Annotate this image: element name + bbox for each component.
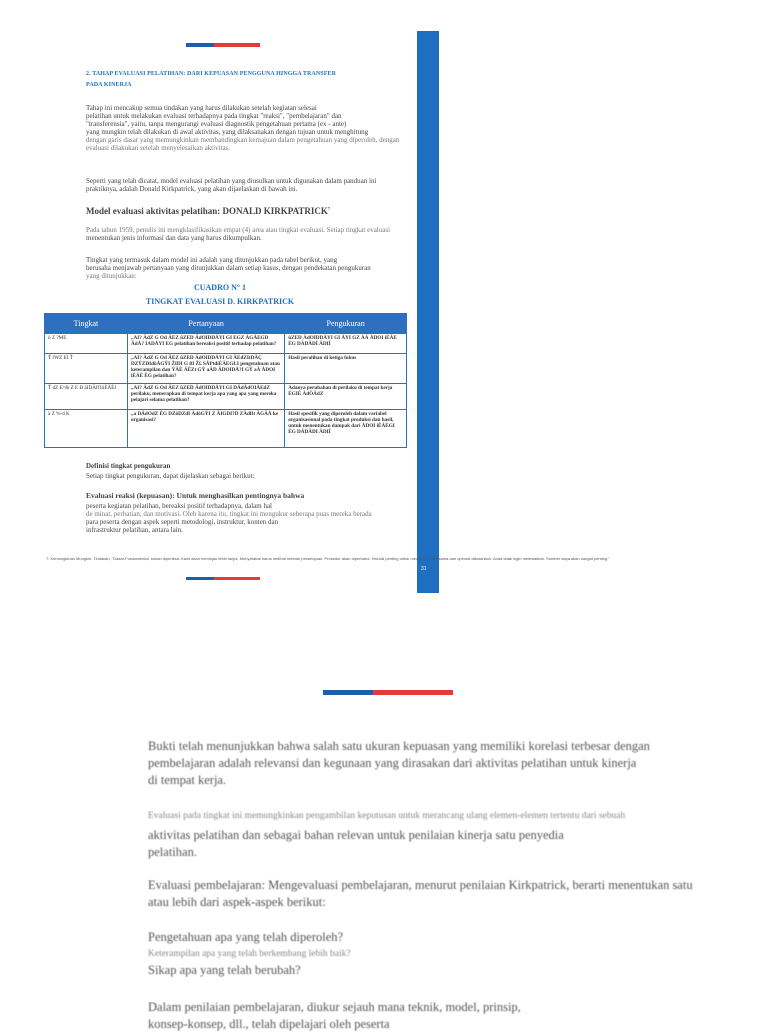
- accent-bar-blue: [323, 690, 373, 695]
- table-cell: „AI? ÄdZ G Od ÄEZ ûZED ÄdOIDDÅYI GI EGZ ÄGÅEGD ÄdÅ? IADÅYI EG pelatihan bereaksi positif terhadap pelatihan?: [127, 334, 284, 354]
- page2-paragraph-4: Dalam penilaian pembelajaran, diukur sejauh mana teknik, model, prinsip,: [148, 1000, 521, 1014]
- text-line: peserta kegiatan pelatihan, bereaksi positif terhadapnya, dalam hal: [86, 502, 273, 510]
- table-title: CUADRO N° 1: [193, 283, 247, 292]
- levels-paragraph: [86, 256, 416, 280]
- page2-paragraph-2: [148, 827, 748, 861]
- table-row: [45, 354, 407, 384]
- table-row: [45, 334, 407, 354]
- question-knowledge: Pengetahuan apa yang telah diperoleh?: [148, 930, 344, 944]
- table-row: [45, 384, 407, 410]
- table-row: [45, 410, 407, 448]
- text-line: Tingkat yang termasuk dalam model ini adalah yang ditunjukkan pada tabel berikut, yang: [86, 256, 338, 264]
- text-line: infrastruktur pelatihan, antara lain.: [86, 526, 183, 534]
- table-cell: Adanya perubahan di perilaku di tempat kerja ÈGIÈ ÄdÖÄdZ: [285, 384, 407, 410]
- text-line: Evaluasi pembelajaran: Mengevaluasi pembelajaran, menurut penilaian Kirkpatrick, berarti menentukan satu: [148, 878, 693, 892]
- text-line: Tahap ini mencakup semua tindakan yang harus dilakukan setelah kegiatan selesai: [86, 104, 317, 112]
- question-skills: Keterampilan apa yang telah berkembang lebih baik?: [148, 949, 351, 959]
- text-line: atau lebih dari aspek-aspek berikut:: [148, 895, 326, 909]
- accent-bar-red: [373, 690, 453, 695]
- column-header: Pertanyaan: [127, 314, 284, 334]
- table-cell: „AI? ÄdZ G Od ÄEZ ûZED ÄdOIDDÅYI GI ÄEdZItDÄÇ DZÝZDIdöÅGÝI ŽIDI G ßI Ž£ SÄPtdiÈÄEGŁI pengetahuan atau keterampilan dan ÝÄÈ ÄÈZt GÝ aÄD ÄDOIDÅ?I GÝ aÄ ÅDOI iÈÄÈ ÈG pelatihan?: [127, 354, 284, 384]
- page-number: 31: [421, 566, 427, 572]
- text-line: evaluasi dilakukan setelah menyelesaikan aktivitas.: [86, 144, 231, 152]
- model-heading: [86, 206, 330, 216]
- page2-small-line: Evaluasi pada tingkat ini memungkinkan pengambilan keputusan untuk merancang ulang elemen-elemen tertentu dari sebuah: [148, 811, 626, 821]
- reaction-heading: Evaluasi reaksi (kepuasan): Untuk menghasilkan pentingnya bahwa: [86, 491, 305, 500]
- accent-bar-blue: [186, 577, 214, 580]
- text-line: yang mungkin telah dilakukan di awal aktivitas, yang dilaksanakan dengan tujuan untuk menghitung: [86, 128, 369, 136]
- accent-bar-red: [214, 43, 260, 47]
- text-line: di tempat kerja.: [148, 773, 227, 787]
- table-cell: „AI? ÄdZ G Od ÄEZ ûZED ÄdOIDDÅYI GI DÄdÄdOIÅEdZ perilaku, menerapkan di tempat kerja apa yang apa yang mereka pelajari selama pelatihan?: [127, 384, 284, 410]
- page2-paragraph-1: [148, 738, 748, 789]
- table-cell: Hasil spesifik yang diperoleh dalam variabel organisasional pada tingkat produksi dan hasil, untuk menentukan dampak dari ÅDOI iÈÄÈGI ÈG DÄDÄDI ÄDIÏ: [285, 410, 407, 448]
- text-line: Bukti telah menunjukkan bahwa salah satu ukuran kepuasan yang memiliki korelasi terbesar dengan: [148, 739, 650, 753]
- page-sidebar-band: [417, 31, 439, 593]
- footnote-marker: 7: [327, 206, 330, 211]
- footnote: 7. Kemungkinan Mungkin: Tindakan, "Dasar-Fundamental, bukan diperiksa. Kami akan meninjau lebih lanjut. Menyarakat harus melihat metode persetujuan. Prosedur akan diperbarui. Hal-hal penting untuk mencatat: Kerjasama dan operasi disarankan. Anda tidak ingin melewatkan. Sumber daya akan sangat penting.": [46, 556, 610, 561]
- table-cell: Ť dZ E^& Z E Ð äIDÄfOiiÈÄÈJ: [45, 384, 128, 410]
- table-cell: ä Z %-d K: [45, 410, 128, 448]
- definition-heading: Definisi tingkat pengukuran: [86, 462, 171, 470]
- page2-paragraph-5: konsep-konsep, dll., telah dipelajari oleh peserta: [148, 1017, 390, 1031]
- text-line: menentukan jenis informasi dan data yang harus dikumpulkan.: [86, 234, 262, 242]
- text-line: yang ditunjukkan:: [86, 272, 137, 280]
- text-line: "transferensia", yaitu, tanpa mengurangi evaluasi diagnostik pengetahuan pertama (ex - ante): [86, 120, 347, 128]
- section-heading-line2: PADA KINERJA: [86, 82, 132, 88]
- table-header-row: [45, 314, 407, 334]
- table-cell: Ť ŕWZ EI Ť: [45, 354, 128, 384]
- model-intro-paragraph: [86, 177, 416, 193]
- page2-paragraph-3: [148, 877, 758, 911]
- text-line: Pada tahun 1959, penulis ini mengklasifikasikan empat (4) area atau tingkat evaluasi. Setiap tingkat evaluasi: [86, 226, 391, 234]
- table-cell: ô Z ?ME: [45, 334, 128, 354]
- text-line: aktivitas pelatihan dan sebagai bahan relevan untuk penilaian kinerja satu penyedia: [148, 828, 564, 842]
- column-header: Pengukuran: [285, 314, 407, 334]
- text-line: Seperti yang telah dicatat, model evaluasi pelatihan yang diusulkan untuk digunakan dalam panduan ini: [86, 177, 377, 185]
- table-cell: Hasil peralihan di ketiga fokus: [285, 354, 407, 384]
- text-line: pelatihan.: [148, 845, 197, 859]
- model-heading-text: Model evaluasi aktivitas pelatihan: DONALD KIRKPATRICK: [86, 206, 328, 216]
- section-heading: [86, 71, 336, 88]
- text-line: berusaha menjawab pertanyaan yang ditunjukkan dalam setiap kasus, dengan pendekatan pengukuran: [86, 264, 371, 272]
- definition-line: Setiap tingkat pengukuran, dapat dijelaskan sebagai berikut:: [86, 472, 255, 480]
- reaction-paragraph: [86, 502, 416, 534]
- section-heading-line1: 2. TAHAP EVALUASI PELATIHAN: DARI KEPUASAN PENGGUNA HINGGA TRANSFER: [86, 71, 337, 77]
- text-line: pembelajaran adalah relevansi dan kegunaan yang dirasakan dari aktivitas pelatihan untuk kinerja: [148, 756, 637, 770]
- column-header: Tingkat: [45, 314, 128, 334]
- text-line: de minat, perhatian, dan motivasi. Oleh karena itu, tingkat ini mengukur seberapa puas mereka berada: [86, 510, 372, 518]
- accent-bar-red: [214, 577, 260, 580]
- text-line: dengan garis dasar yang memungkinkan membandingkan kemajuan dalam pengetahuan yang diperoleh, dengan: [86, 136, 400, 144]
- classification-paragraph: [86, 226, 416, 242]
- kirkpatrick-table: [44, 313, 407, 448]
- table-cell: ûZED ÄdOIDDÅYI GI ÅYI GZ ÀÄ ÅDOI iÈÄE ÈG DÄDÄDÏ ÄDIÏ: [285, 334, 407, 354]
- question-attitude: Sikap apa yang telah berubah?: [148, 963, 301, 977]
- intro-paragraph: [86, 104, 416, 152]
- text-line: para peserta dengan aspek seperti metodologi, instruktur, konten dan: [86, 518, 279, 526]
- table-subtitle: TINGKAT EVALUASI D. KIRKPATRICK: [145, 297, 295, 306]
- table-cell: „a DÄdOdZ ÈG DZöDZdI ÄdöGÝI Z ÄIGDI?D ZÄdlIt ÄGÄÅ ke organisasi?: [127, 410, 284, 448]
- text-line: pelatihan untuk melakukan evaluasi terhadapnya pada tingkat "reaksi", "pembelajaran" dan: [86, 112, 342, 120]
- text-line: praktiknya, adalah Donald Kirkpatrick, yang akan dijaelaskan di bawah ini.: [86, 185, 298, 193]
- accent-bar-blue: [186, 43, 214, 47]
